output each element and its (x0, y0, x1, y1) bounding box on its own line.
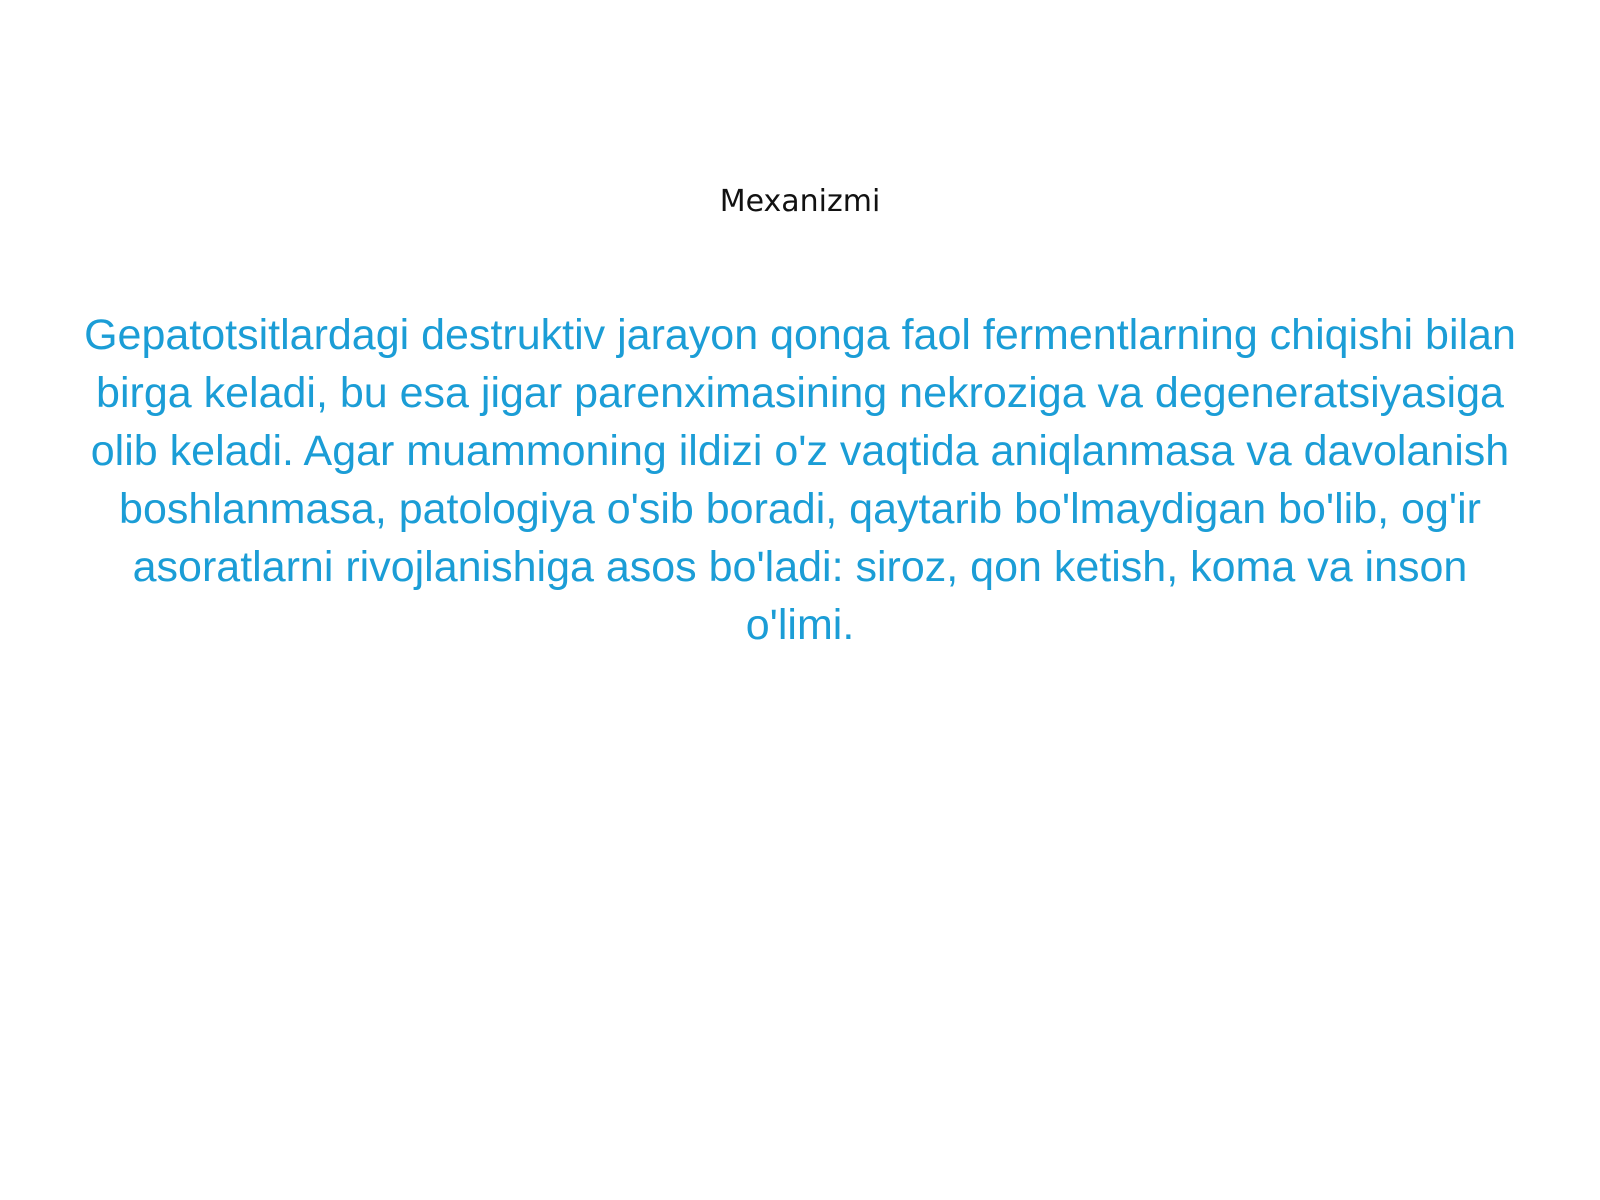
slide-body-text: Gepatotsitlardagi destruktiv jarayon qonga faol fermentlarning chiqishi bilan birga keladi, bu esa jigar parenximasining nekroziga va degeneratsiyasiga olib keladi. Agar muammoning ildizi o'z vaqtida aniqlanmasa va davolanish boshlanmasa, patologiya o'sib boradi, qaytarib bo'lmaydigan bo'lib, og'ir asoratlarni rivojlanishiga asos bo'ladi: siroz, qon ketish, koma va inson o'limi. (84, 311, 1516, 649)
slide-title: Mexanizmi (719, 184, 881, 219)
